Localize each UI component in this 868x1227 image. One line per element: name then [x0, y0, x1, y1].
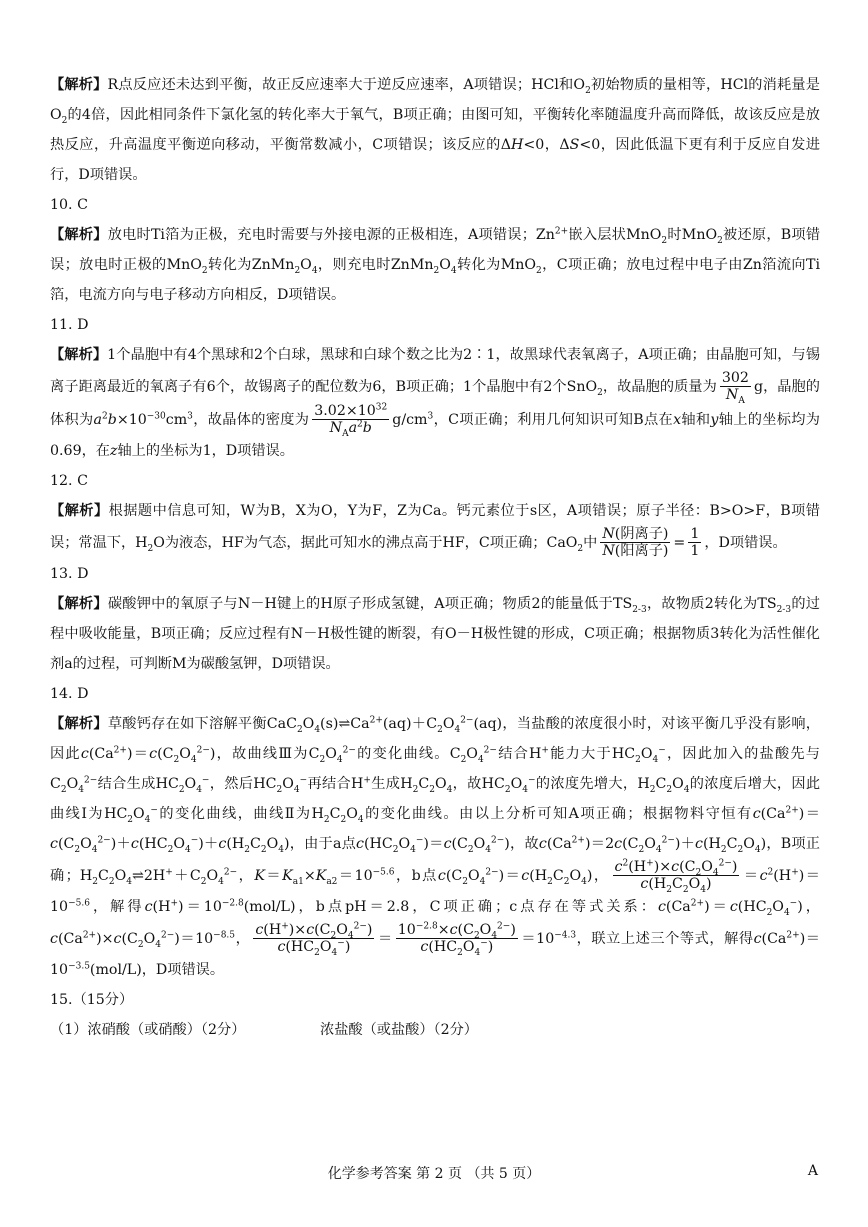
analysis-paragraph — [50, 70, 820, 190]
analysis-tag: 【解析】 — [50, 347, 108, 363]
analysis-tag: 【解析】 — [50, 77, 108, 93]
answer-a: （1）浓硝酸（或硝酸）（2分） — [50, 1022, 246, 1038]
analysis-text: 草酸钙存在如下溶解平衡$CaC_2O_4(s)\rightleftharpoons Ca^{2+}(aq)+C_2O_4^{2-}(aq)$，当盐酸的浓度很小时，对该平衡几乎没有影响，因此$c(Ca^{2+})=c(C_2O_4^{2-})$，故曲线Ⅲ为$C_2O_4^{2-}$的变化曲线。$C_2O_4^{2-}$结合H+能力大于$HC_2O_4^-$，因此加入的盐酸先与$C_2O_4^{2-}$结合生成$HC_2O_4^-$，然后$HC_2O_4^-$再结合H+生成$H_2C_2O_4$，故$HC_2O_4^-$的浓度先增大，$H_2C_2O_4$的浓度后增大，因此曲线Ⅰ为$HC_2O_4^-$的变化曲线，曲线Ⅱ为$H_2C_2O_4$的变化曲线。由以上分析可知A项正确；根据物料守恒有$c(Ca^{2+})=c(C_2O_4^{2-})+c(HC_2O_4^-)+c(H_2C_2O_4)$，由于a点$c(HC_2O_4^-)=c(C_2O_4^{2-})$，故$c(Ca^{2+})=2c(C_2O_4^{2-})+c(H_2C_2O_4)$，B项正确；$H_2C_2O_4\rightleftharpoons 2H^++C_2O_4^{2-}$，$K=K_{a1}\times K_{a2}=10^{-5.6}$，b点$c(C_2O_4^{2-})=c(H_2C_2O_4)$， $\frac{c^2(H^+)\times c(C_2O_4^{2-})}{c(H_2C_2O_4)}$ $=c^2(H^+)=10^{-5.6}$，解得$c(H^+)=10^{-2.8}(mol/L)$，b点pH＝2.8，C项正确；c点存在等式关系：$c(Ca^{2+})=c(HC_2O_4^-)$，$c(Ca^{2+})\times c(C_2O_4^{2-})=10^{-8.5}$， $\frac{c(H^+)\times c(C_2O_4^{2-})}{c(HC_2O_4^-)}$ ＝ $\frac{10^{-2.8}\times c(C_2O_4^{2-})}{c(HC_2O_4^-)}$ $=10^{-4.3}$，联立上述三个等式，解得$c(Ca^{2+})=10^{-3.5}(mol/L)$，D项错误。 — [50, 715, 821, 978]
analysis-text: 放电时Ti箔为正极，充电时需要与外接电源的正极相连，A项错误；$Zn^{2+}$嵌入层状MnO$_2$时MnO$_2$被还原，B项错误；放电时正极的MnO$_2$转化为$ZnMn_2O_4$，则充电时$ZnMn_2O_4$转化为MnO$_2$，C项正确；放电过程中电子由Zn箔流向Ti箔，电流方向与电子移动方向相反，D项错误。 — [50, 226, 821, 303]
analysis-text: 碳酸钾中的氧原子与N－H键上的H原子形成氢键，A项正确；物质2的能量低于$TS_{2-3}$，故物质2转化为$TS_{2-3}$的过程中吸收能量，B项正确；反应过程有N－H极性键的断裂，有O－H极性键的形成，C项正确；根据物质3转化为活性催化剂a的过程，可判断M为碳酸氢钾，D项错误。 — [50, 596, 820, 672]
analysis-text: 根据题中信息可知，W为B，X为O，Y为F，Z为Ca。钙元素位于s区，A项错误；原子半径：B>O>F，B项错误；常温下，$H_2O$为液态，HF为气态，据此可知水的沸点高于HF，C项正确；CaO$_2$中 $\frac{\text{N(阴离子)}}{\text{N(阳离子)}}$ = $\frac{1}{1}$ ，D项错误。 — [50, 503, 820, 559]
analysis-tag: 【解析】 — [50, 596, 108, 612]
question-answer: 12. C — [50, 473, 88, 489]
analysis-tag: 【解析】 — [50, 503, 109, 519]
question-answer: 15.（15分） — [50, 992, 134, 1008]
analysis-text: R点反应还未达到平衡，故正反应速率大于逆反应速率，A项错误；HCl和$O_2$初始物质的量相等，HCl的消耗量是$O_2$的4倍，因此相同条件下氯化氢的转化率大于氧气，B项正确；由图可知，平衡转化率随温度升高而降低，故该反应是放热反应，升高温度平衡逆向移动，平衡常数减小，C项错误；该反应的ΔH<0，ΔS<0，因此低温下更有利于反应自发进行，D项错误。 — [50, 77, 820, 183]
answer-row — [50, 1015, 820, 1045]
analysis-paragraph — [50, 340, 820, 466]
analysis-paragraph — [50, 220, 820, 310]
analysis-text: 1个晶胞中有4个黑球和2个白球，黑球和白球个数之比为2∶1，故黑球代表氧离子，A项正确；由晶胞可知，与锡离子距离最近的氧离子有6个，故锡离子的配位数为6，B项正确；1个晶胞中有2个SnO$_2$，故晶胞的质量为 $\frac{302}{N_A}$ g，晶胞的体积为$a^2b\times 10^{-30}cm^3$，故晶体的密度为 $\frac{3.02\times 10^{32}}{N_Aa^2b}$ $g/cm^3$，C项正确；利用几何知识可知B点在x轴和y轴上的坐标均为0.69，在z轴上的坐标为1，D项错误。 — [50, 347, 820, 459]
answer-b: 浓盐酸（或盐酸）（2分） — [320, 1022, 478, 1038]
analysis-paragraph — [50, 496, 820, 559]
analysis-tag: 【解析】 — [50, 227, 108, 243]
analysis-paragraph — [50, 589, 820, 679]
paper-version: A — [807, 1163, 818, 1179]
analysis-paragraph — [50, 709, 820, 985]
answer-page — [50, 70, 820, 1045]
question-answer: 14. D — [50, 686, 89, 702]
page-number: 化学参考答案 第 2 页 （共 5 页） — [327, 1166, 541, 1182]
question-answer: 13. D — [50, 566, 89, 582]
question-answer: 10. C — [50, 197, 88, 213]
question-answer: 11. D — [50, 317, 89, 333]
analysis-tag: 【解析】 — [50, 716, 108, 732]
